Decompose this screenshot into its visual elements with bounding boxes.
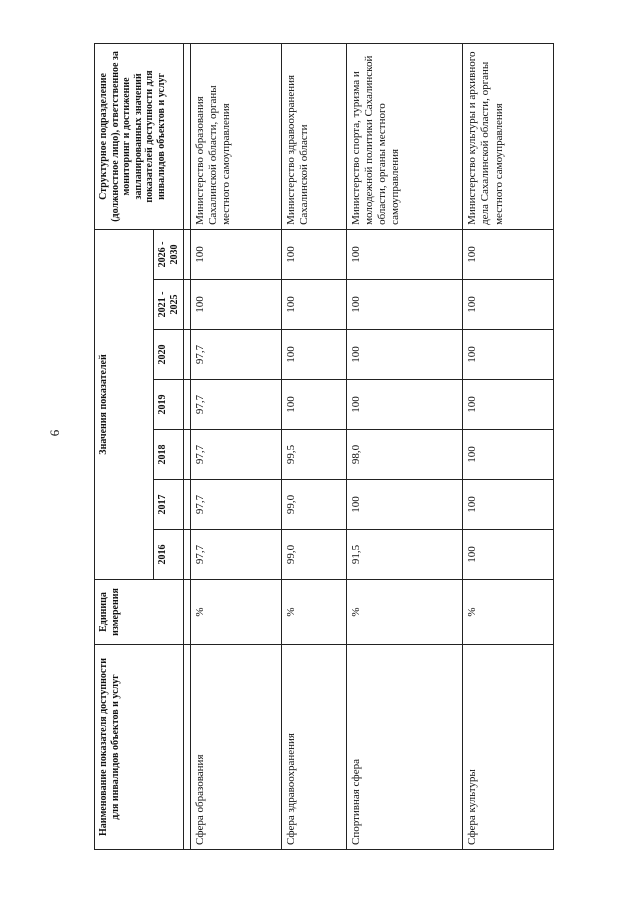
indicator-name: Сфера образования xyxy=(191,645,282,850)
indicator-unit: % xyxy=(191,580,282,645)
header-responsible: Структурное подразделение (должностное лицо), ответственное за мониторинг и достижение запланированных значений показателей доступности для инвалидов объектов и услуг xyxy=(95,43,184,229)
indicator-value: 100 xyxy=(463,280,554,330)
table-spacer-row xyxy=(184,43,191,849)
indicator-value: 97,7 xyxy=(191,430,282,480)
indicator-value: 100 xyxy=(463,330,554,380)
header-indicator-name: Наименование показателя доступности для инвалидов объектов и услуг xyxy=(95,645,184,850)
accessibility-indicators-table xyxy=(94,43,554,850)
indicator-value: 100 xyxy=(346,330,462,380)
header-year: 2018 xyxy=(154,430,184,480)
header-year: 2017 xyxy=(154,480,184,530)
indicator-value: 100 xyxy=(346,280,462,330)
indicator-value: 100 xyxy=(191,280,282,330)
indicator-unit: % xyxy=(346,580,462,645)
table-header-row xyxy=(95,43,154,849)
header-year: 2020 xyxy=(154,330,184,380)
indicator-value: 91,5 xyxy=(346,530,462,580)
indicator-value: 100 xyxy=(281,280,346,330)
indicator-value: 99,5 xyxy=(281,430,346,480)
indicator-value: 100 xyxy=(463,480,554,530)
table-row xyxy=(463,43,554,849)
indicator-unit: % xyxy=(463,580,554,645)
indicator-responsible: Министерство спорта, туризма и молодежной политики Сахалинской области, органы местного самоуправления xyxy=(346,43,462,229)
indicator-responsible: Министерство культуры и архивного дела Сахалинской области, органы местного самоуправления xyxy=(463,43,554,229)
header-year: 2021 - 2025 xyxy=(154,280,184,330)
indicator-value: 97,7 xyxy=(191,530,282,580)
indicator-value: 99,0 xyxy=(281,480,346,530)
header-year: 2016 xyxy=(154,530,184,580)
indicator-name: Спортивная сфера xyxy=(346,645,462,850)
indicator-value: 100 xyxy=(281,229,346,279)
indicator-value: 97,7 xyxy=(191,480,282,530)
header-values-group: Значения показателей xyxy=(95,229,154,579)
indicator-value: 100 xyxy=(463,430,554,480)
indicator-value: 100 xyxy=(346,480,462,530)
rotated-table-container xyxy=(94,44,554,850)
indicator-name: Сфера культуры xyxy=(463,645,554,850)
indicator-responsible: Министерство образования Сахалинской области, органы местного самоуправления xyxy=(191,43,282,229)
indicator-value: 100 xyxy=(281,380,346,430)
table-row xyxy=(281,43,346,849)
indicator-value: 100 xyxy=(463,229,554,279)
indicator-value: 100 xyxy=(463,380,554,430)
header-year: 2019 xyxy=(154,380,184,430)
header-unit: Единица измерения xyxy=(95,580,184,645)
indicator-value: 99,0 xyxy=(281,530,346,580)
indicator-value: 100 xyxy=(346,229,462,279)
header-year: 2026 - 2030 xyxy=(154,229,184,279)
page-number: 6 xyxy=(47,429,62,437)
indicator-value: 98,0 xyxy=(346,430,462,480)
indicator-value: 100 xyxy=(463,530,554,580)
table-row xyxy=(346,43,462,849)
indicator-unit: % xyxy=(281,580,346,645)
indicator-name: Сфера здравоохранения xyxy=(281,645,346,850)
indicator-value: 100 xyxy=(191,229,282,279)
indicator-value: 100 xyxy=(281,330,346,380)
indicator-value: 97,7 xyxy=(191,380,282,430)
indicator-value: 97,7 xyxy=(191,330,282,380)
table-row xyxy=(191,43,282,849)
indicator-responsible: Министерство здравоохранения Сахалинской области xyxy=(281,43,346,229)
indicator-value: 100 xyxy=(346,380,462,430)
